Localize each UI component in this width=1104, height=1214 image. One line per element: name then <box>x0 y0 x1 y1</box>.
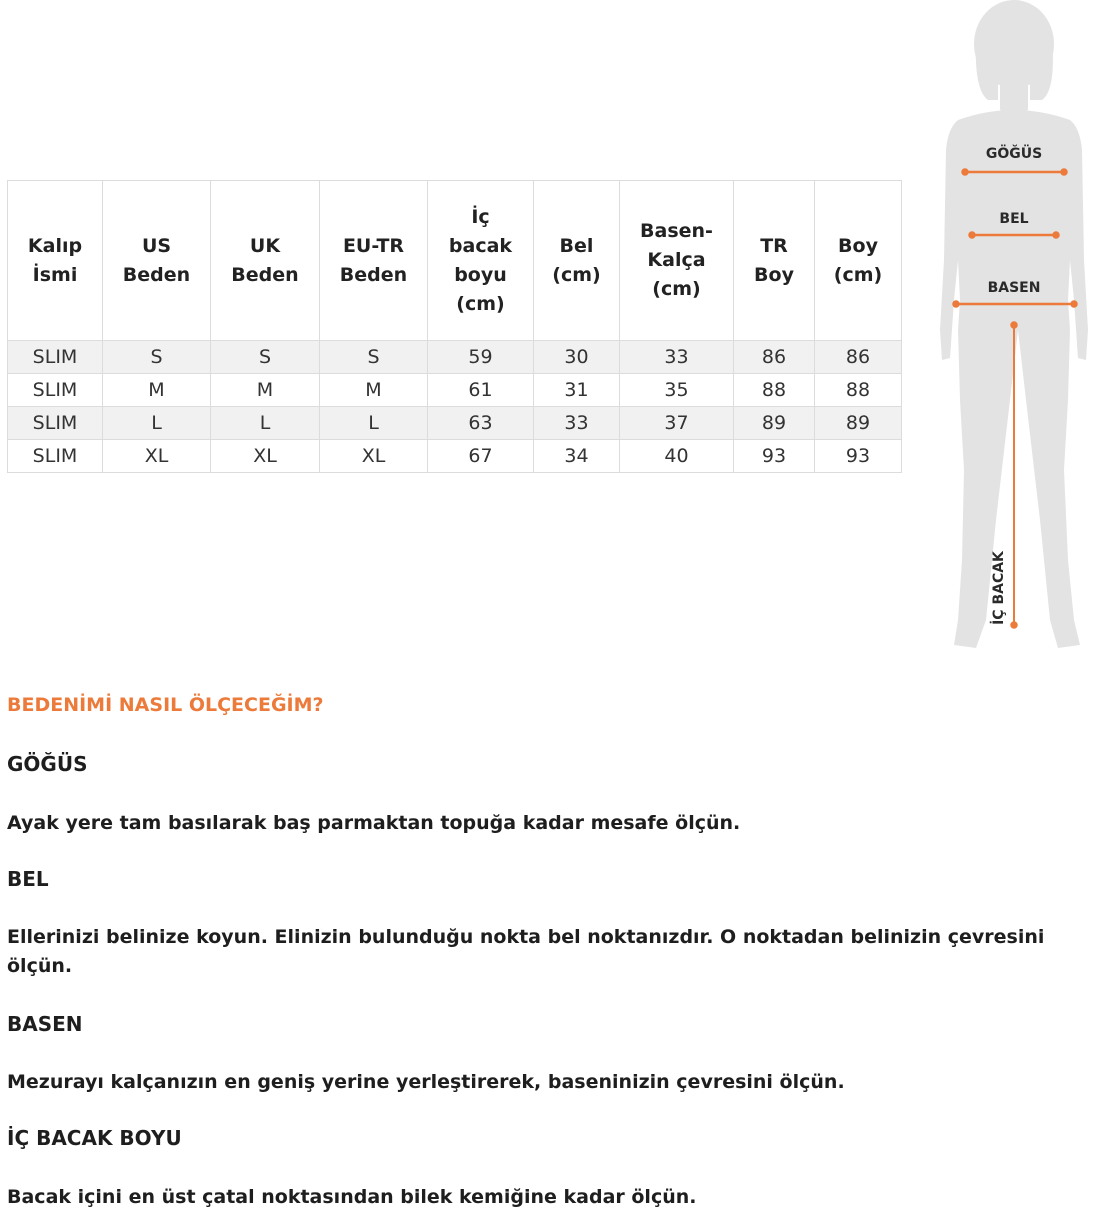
guide-text-bel: Ellerinizi belinize koyun. Elinizin bulunduğu nokta bel noktanızdır. O noktadan belinizin çevresini ölçün. <box>7 926 1045 977</box>
header-kalip-ismi: Kalıp İsmi <box>8 181 103 341</box>
table-cell: 89 <box>734 407 815 440</box>
guide-text-basen: Mezurayı kalçanızın en geniş yerine yerleştirerek, baseninizin çevresini ölçün. <box>7 1071 845 1093</box>
guide-text-ic-bacak-boyu: Bacak içini en üst çatal noktasından bilek kemiğine kadar ölçün. <box>7 1186 697 1208</box>
guide-heading-bel: BEL <box>7 867 49 891</box>
header-boy: Boy (cm) <box>815 181 902 341</box>
label-bel: BEL <box>999 211 1029 227</box>
table-cell: SLIM <box>8 407 103 440</box>
table-cell: XL <box>103 440 211 473</box>
table-cell: 34 <box>534 440 620 473</box>
table-row <box>8 440 902 473</box>
table-cell: 89 <box>815 407 902 440</box>
table-cell: 59 <box>428 341 534 374</box>
table-cell: M <box>320 374 428 407</box>
header-basen-kalca: Basen- Kalça (cm) <box>620 181 734 341</box>
header-us-beden: US Beden <box>103 181 211 341</box>
table-row <box>8 374 902 407</box>
guide-title: BEDENİMİ NASIL ÖLÇECEĞİM? <box>7 694 324 716</box>
table-cell: S <box>103 341 211 374</box>
guide-text-gogus: Ayak yere tam basılarak baş parmaktan topuğa kadar mesafe ölçün. <box>7 812 741 834</box>
table-cell: 33 <box>620 341 734 374</box>
table-cell: SLIM <box>8 374 103 407</box>
table-cell: L <box>320 407 428 440</box>
table-cell: M <box>103 374 211 407</box>
table-header-row <box>8 181 902 341</box>
table-cell: M <box>211 374 320 407</box>
table-cell: 35 <box>620 374 734 407</box>
header-tr-boy: TR Boy <box>734 181 815 341</box>
guide-heading-gogus: GÖĞÜS <box>7 752 88 776</box>
table-cell: 30 <box>534 341 620 374</box>
table-cell: 93 <box>734 440 815 473</box>
label-gogus: GÖĞÜS <box>985 146 1043 162</box>
table-cell: 40 <box>620 440 734 473</box>
table-cell: 33 <box>534 407 620 440</box>
table-cell: 37 <box>620 407 734 440</box>
table-cell: XL <box>211 440 320 473</box>
label-ic-bacak: İÇ BACAK <box>991 551 1007 625</box>
table-cell: L <box>103 407 211 440</box>
header-bel: Bel (cm) <box>534 181 620 341</box>
header-eu-tr-beden: EU-TR Beden <box>320 181 428 341</box>
table-cell: 88 <box>734 374 815 407</box>
table-cell: 31 <box>534 374 620 407</box>
table-cell: 67 <box>428 440 534 473</box>
table-cell: SLIM <box>8 440 103 473</box>
table-cell: S <box>211 341 320 374</box>
table-cell: 93 <box>815 440 902 473</box>
guide-heading-ic-bacak-boyu: İÇ BACAK BOYU <box>7 1126 182 1150</box>
guide-heading-basen: BASEN <box>7 1012 83 1036</box>
body-measurement-figure <box>918 0 1104 655</box>
table-cell: SLIM <box>8 341 103 374</box>
table-row <box>8 341 902 374</box>
label-basen: BASEN <box>987 280 1041 296</box>
table-cell: 61 <box>428 374 534 407</box>
table-cell: 86 <box>734 341 815 374</box>
header-uk-beden: UK Beden <box>211 181 320 341</box>
size-chart-table <box>7 180 902 473</box>
table-cell: XL <box>320 440 428 473</box>
table-cell: S <box>320 341 428 374</box>
table-row <box>8 407 902 440</box>
header-ic-bacak-boyu: İç bacak boyu (cm) <box>428 181 534 341</box>
table-cell: L <box>211 407 320 440</box>
table-cell: 86 <box>815 341 902 374</box>
body-silhouette-illustration <box>918 0 1104 655</box>
table-cell: 88 <box>815 374 902 407</box>
table-cell: 63 <box>428 407 534 440</box>
